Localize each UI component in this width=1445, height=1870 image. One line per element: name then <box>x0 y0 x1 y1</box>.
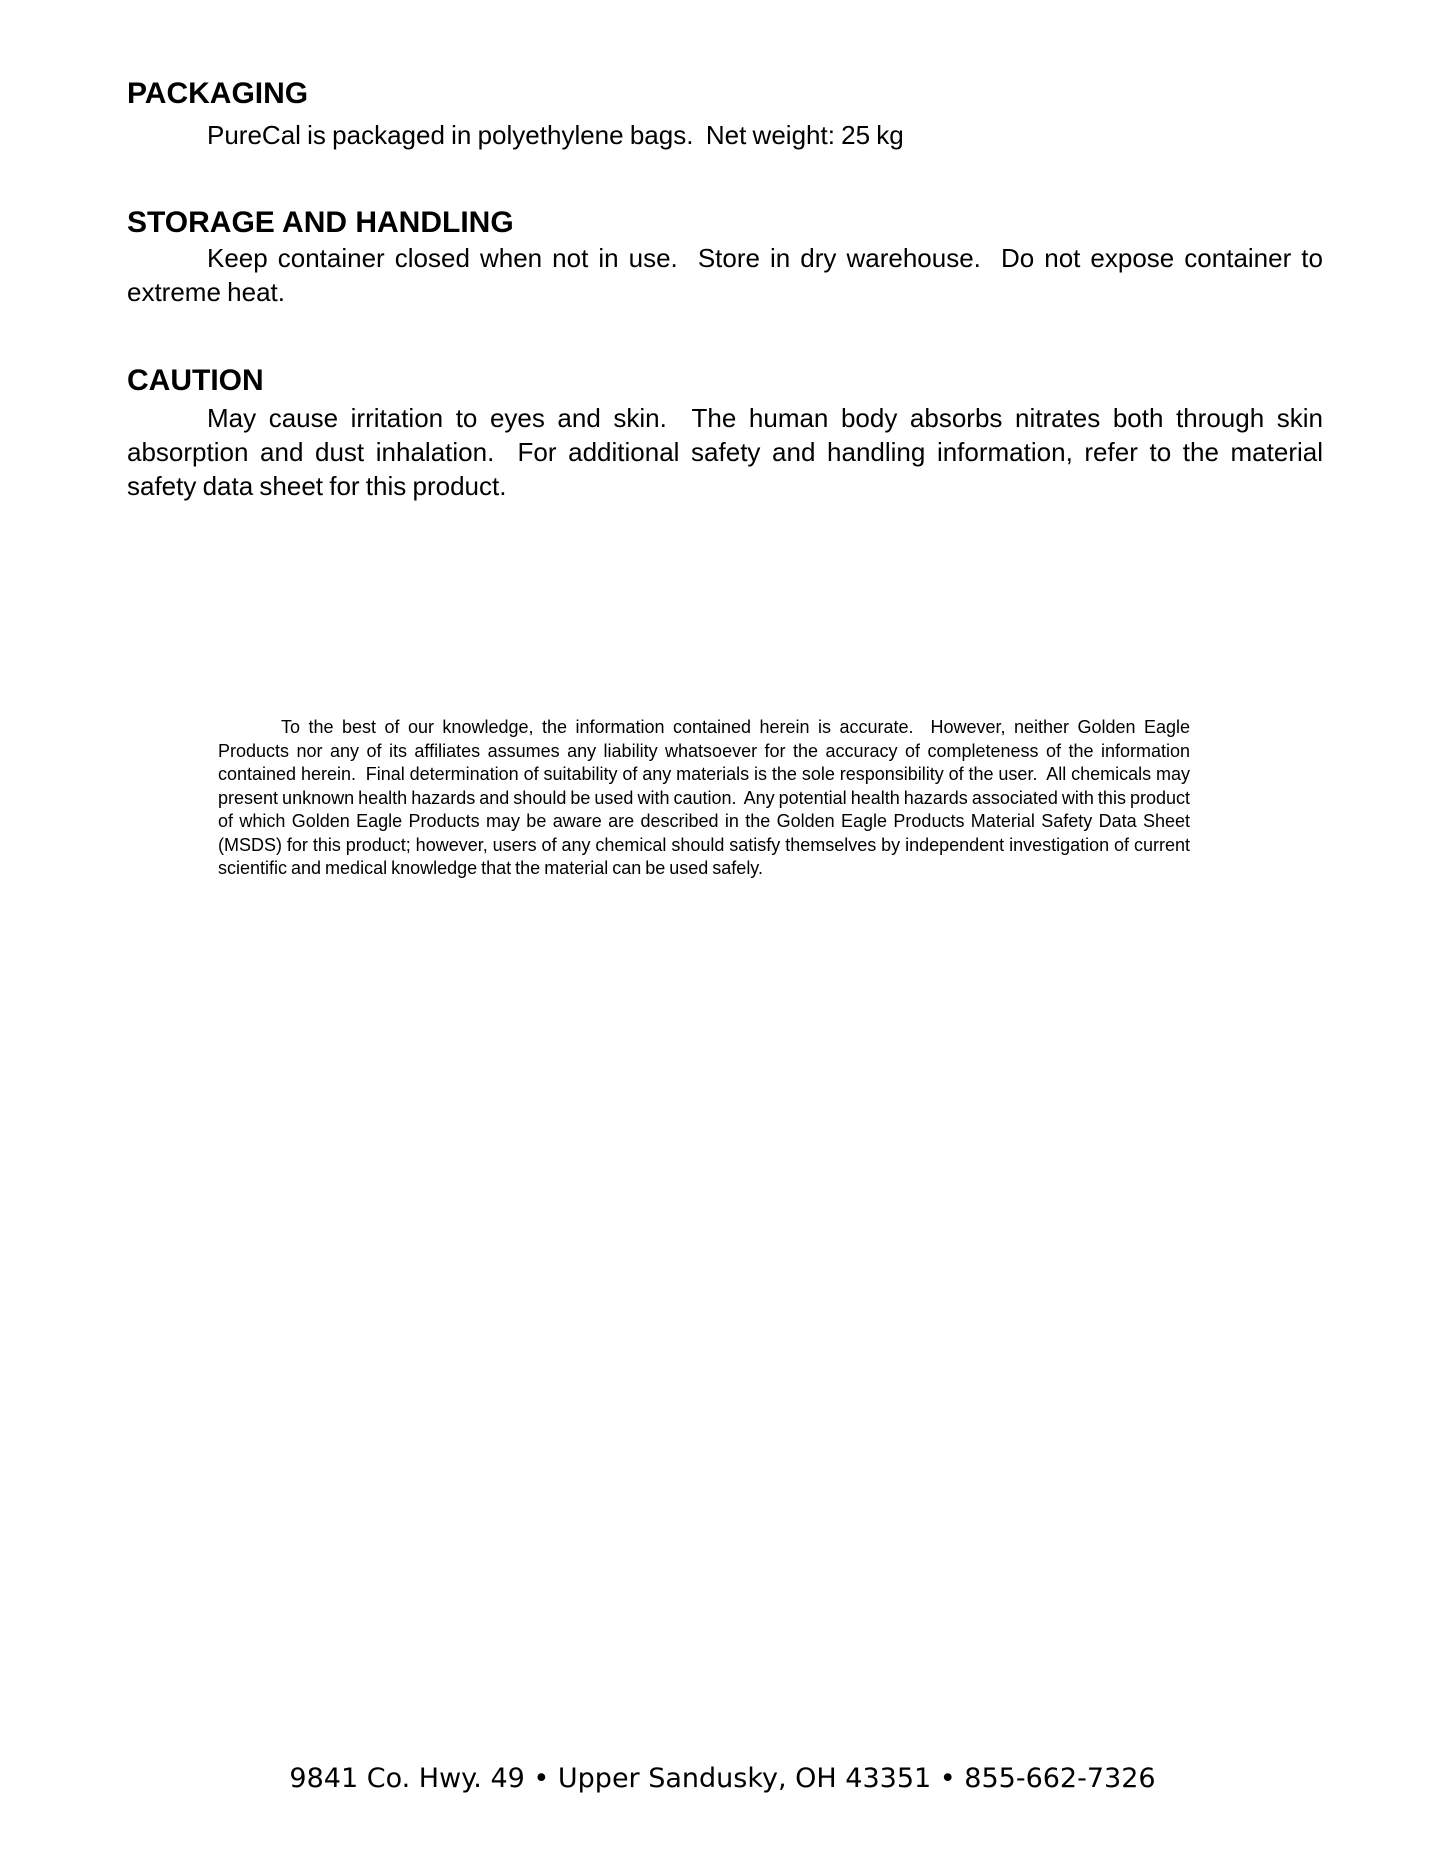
section-body-packaging: PureCal is packaged in polyethylene bags. Net weight: 25 kg <box>207 120 904 150</box>
section-heading-storage-and-handling: STORAGE AND HANDLING <box>127 206 514 239</box>
section-heading-packaging: PACKAGING <box>127 77 309 110</box>
footer-address-line: 9841 Co. Hwy. 49 • Upper Sandusky, OH 43351 • 855-662-7326 <box>289 1763 1156 1794</box>
section-body-caution: May cause irritation to eyes and skin. The human body absorbs nitrates both through skin absorption and dust inhalation. For additional safety and handling information, refer to the material safety data sheet for this product. <box>127 403 1330 501</box>
section-heading-caution: CAUTION <box>127 364 264 397</box>
disclaimer-paragraph: To the best of our knowledge, the information contained herein is accurate. However, neither Golden Eagle Products nor any of its affiliates assumes any liability whatsoever for the accuracy of completeness of the information contained herein. Final determination of suitability of any materials is the sole responsibility of the user. All chemicals may present unknown health hazards and should be used with caution. Any potential health hazards associated with this product of which Golden Eagle Products may be aware are described in the Golden Eagle Products Material Safety Data Sheet (MSDS) for this product; however, users of any chemical should satisfy themselves by independent investigation of current scientific and medical knowledge that the material can be used safely. <box>218 717 1195 878</box>
section-body-storage-and-handling: Keep container closed when not in use. Store in dry warehouse. Do not expose container to extreme heat. <box>127 243 1330 307</box>
